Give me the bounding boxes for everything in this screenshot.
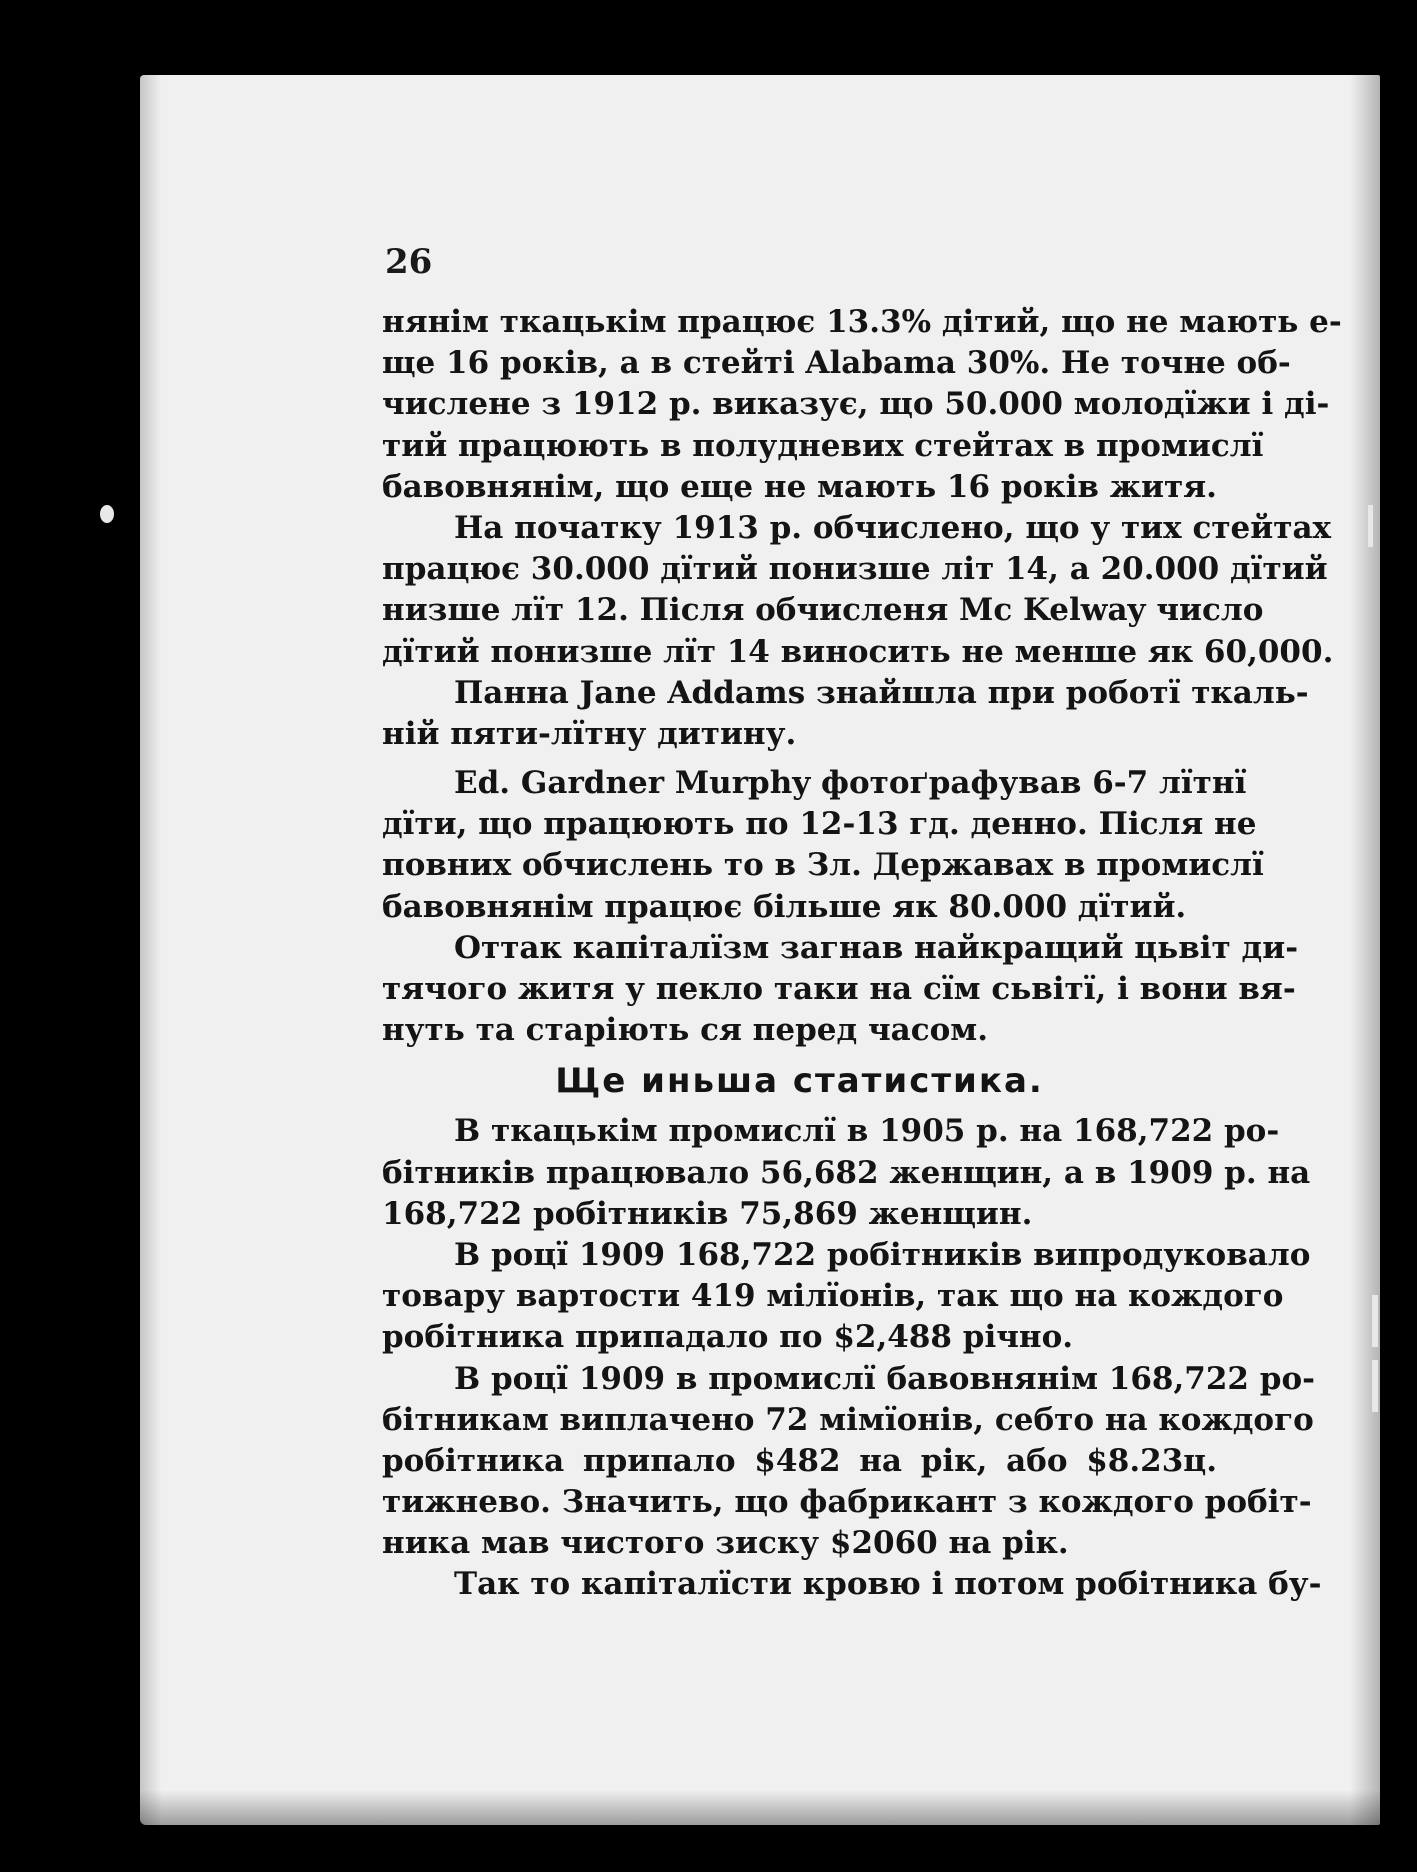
text-line: бавовнянім, що еще не мають 16 років житя.: [382, 468, 1217, 505]
text-line: робітника припадало по $2,488 річно.: [382, 1319, 1074, 1356]
text-line: працює 30.000 дїтий понизше літ 14, а 20.000 дїтий: [382, 551, 1328, 588]
page-right-edge: [1350, 75, 1380, 1825]
scan-speck: [1372, 1295, 1378, 1347]
text-line: бітникам виплачено 72 мімїонів, себто на кождого: [382, 1401, 1314, 1438]
scan-speck: [1372, 1360, 1378, 1412]
text-line: нуть та старіють ся перед часом.: [382, 1012, 988, 1049]
text-line: Так то капіталїсти кровю і потом робітника бу-: [454, 1566, 1322, 1603]
page-bottom-shadow: [140, 1790, 1380, 1825]
text-line: тячого житя у пекло таки на сїм сьвітї, і вони вя-: [382, 971, 1296, 1007]
text-line: бавовнянім працює більше як 80.000 дїтий.: [382, 888, 1187, 925]
text-line: В роцї 1909 в промислї бавовнянім 168,722 ро-: [454, 1360, 1316, 1397]
text-line: ще 16 років, а в стейті Alabama 30%. Не точне об-: [382, 345, 1291, 382]
text-line: В роцї 1909 168,722 робітників випродуковало: [454, 1236, 1311, 1273]
text-line: На початку 1913 р. обчислено, що у тих стейтах: [454, 509, 1332, 546]
text-line: Ed. Gardner Murphy фотоґрафував 6-7 лїтнї: [454, 765, 1247, 802]
scan-speck: [100, 505, 114, 523]
text-line: числене з 1912 р. виказує, що 50.000 молодїжи і ді-: [382, 386, 1330, 423]
text-line: нянім ткацькім працює 13.3% дітий, що не мають е-: [382, 304, 1342, 340]
section-heading: Ще иньша статистика.: [555, 1061, 1044, 1102]
text-line: 168,722 робітників 75,869 женщин.: [382, 1195, 1033, 1232]
text-line: ника мав чистого зиску $2060 на рік.: [382, 1525, 1069, 1562]
text-line: ній пяти-лїтну дитину.: [382, 715, 797, 752]
page-number: 26: [385, 242, 433, 282]
text-line: дїти, що працюють по 12-13 гд. денно. Після не: [382, 806, 1257, 843]
body-text: [382, 302, 1342, 1606]
text-line: повних обчислень то в Зл. Державах в промислї: [382, 847, 1264, 884]
text-line: бітників працювало 56,682 женщин, а в 1909 р. на: [382, 1154, 1311, 1191]
text-line: товару вартости 419 мілїонів, так що на кождого: [382, 1278, 1284, 1315]
page-left-shadow: [140, 75, 162, 1825]
text-line: Оттак капіталїзм загнав найкращий цьвіт ди-: [454, 929, 1299, 966]
text-line: робітника припало $482 на рік, або $8.23ц.: [382, 1442, 1217, 1479]
text-line: Панна Jane Addams знайшла при роботї ткаль-: [454, 674, 1309, 711]
text-line: низше лїт 12. Після обчисленя Mc Kelway число: [382, 592, 1264, 629]
text-line: тий працюють в полудневих стейтах в промислї: [382, 427, 1264, 464]
paragraph-gap: [382, 755, 1217, 763]
text-line: В ткацькім промислї в 1905 р. на 168,722 ро-: [454, 1113, 1280, 1150]
text-line: тижнево. Значить, що фабрикант з кождого робіт-: [382, 1484, 1312, 1521]
text-line: дїтий понизше лїт 14 виносить не менше як 60,000.: [382, 633, 1334, 670]
scan-speck: [1368, 505, 1373, 547]
